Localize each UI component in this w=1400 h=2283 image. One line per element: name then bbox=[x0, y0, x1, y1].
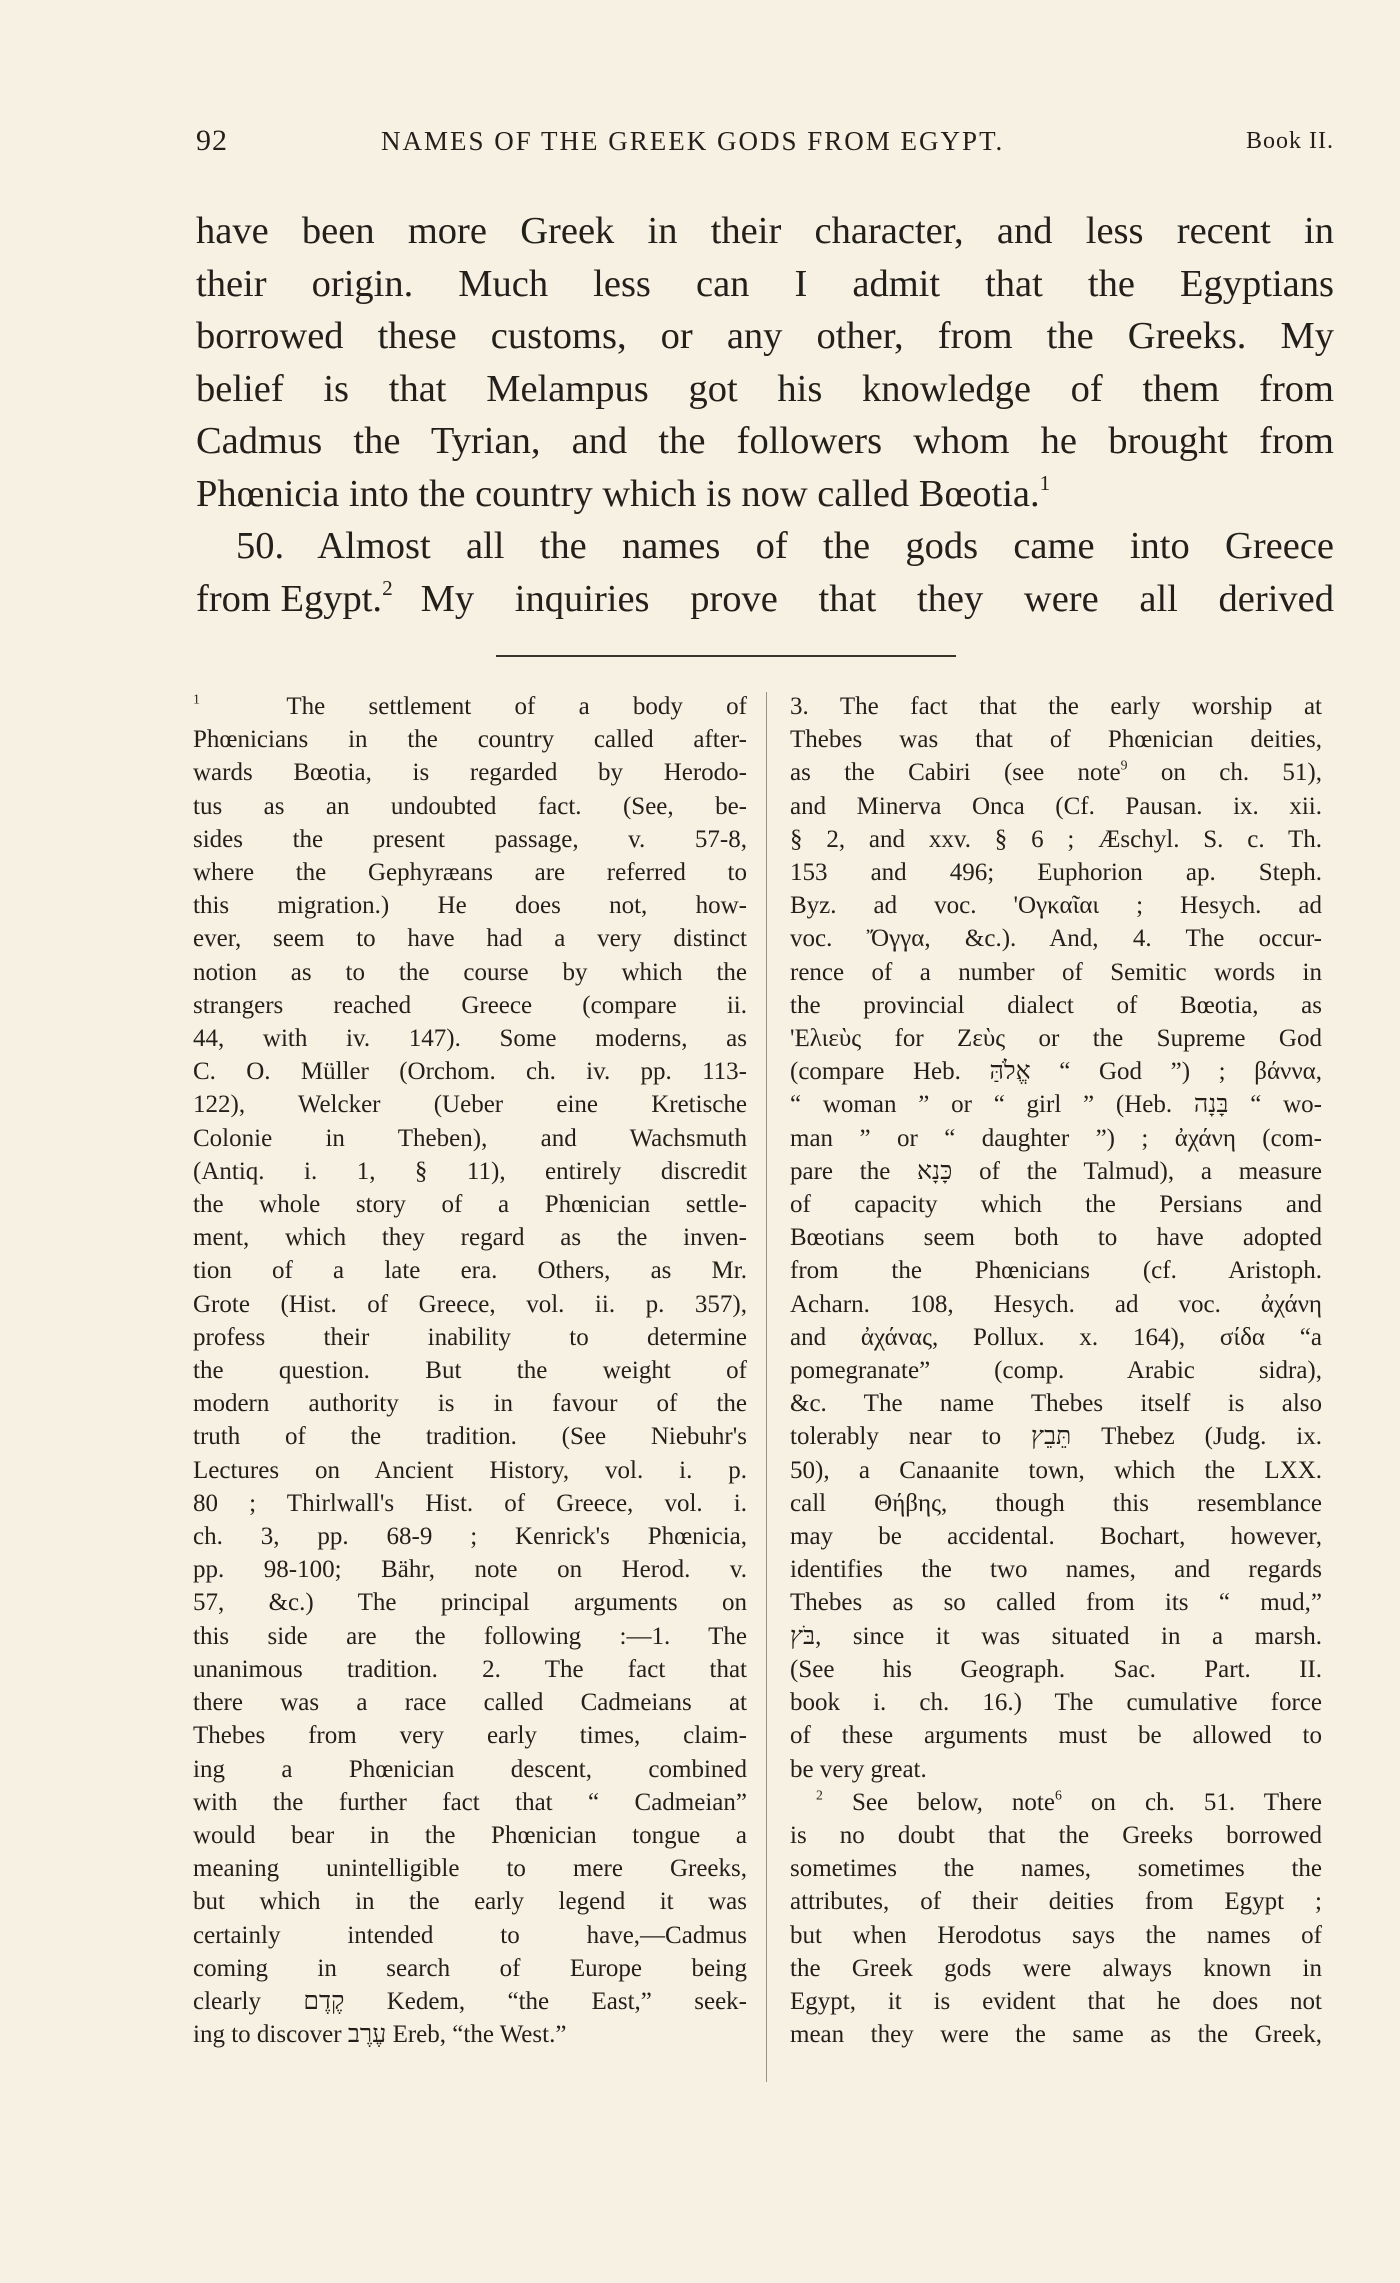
footnote-line: the provincial dialect of Bœotia, as bbox=[790, 991, 1322, 1019]
footnote-line: Colonie in Theben), and Wachsmuth bbox=[193, 1124, 747, 1152]
footnote-line: of capacity which the Persians and bbox=[790, 1191, 1322, 1219]
footnote-line: ch. 3, pp. 68-9 ; Kenrick's Phœnicia, bbox=[193, 1523, 747, 1551]
footnote-line: 153 and 496; Euphorion ap. Steph. bbox=[790, 859, 1322, 887]
main-line: their origin. Much less can I admit that the Egyptians bbox=[196, 262, 1334, 305]
footnote-line: 57, &c.) The principal arguments on bbox=[193, 1589, 747, 1617]
footnote-ref-2[interactable]: 2 bbox=[382, 575, 393, 600]
footnote-line: 44, with iv. 147). Some moderns, as bbox=[193, 1025, 747, 1053]
footnote-line: coming in search of Europe being bbox=[193, 1954, 747, 1982]
footnote-line: (See his Geograph. Sac. Part. II. bbox=[790, 1655, 1322, 1683]
footnote-line: § 2, and xxv. § 6 ; Æschyl. S. c. Th. bbox=[790, 825, 1322, 853]
footnote-line: modern authority is in favour of the bbox=[193, 1390, 747, 1418]
footnote-line: man ” or “ daughter ”) ; ἀχάνη (com- bbox=[790, 1124, 1322, 1152]
footnote-line: בֹּץ, since it was situated in a marsh. bbox=[790, 1622, 1322, 1650]
footnote-line: Thebes from very early times, claim- bbox=[193, 1722, 747, 1750]
column-divider bbox=[766, 692, 767, 2082]
footnote-line: the whole story of a Phœnician settle- bbox=[193, 1191, 747, 1219]
footnote-line: pp. 98-100; Bähr, note on Herod. v. bbox=[193, 1556, 747, 1584]
footnote-line: of these arguments must be allowed to bbox=[790, 1722, 1322, 1750]
footnote-line: 'Ελιεὺς for Ζεὺς or the Supreme God bbox=[790, 1025, 1322, 1053]
footnotes-right-column bbox=[790, 690, 1322, 2051]
main-line: have been more Greek in their character, and less recent in bbox=[196, 210, 1334, 252]
footnote-line: with the further fact that “ Cadmeian” bbox=[193, 1788, 747, 1816]
footnote-line: (compare Heb. אֱלֹהַּ “ God ”) ; βάννα, bbox=[790, 1058, 1322, 1086]
footnote-line: unanimous tradition. 2. The fact that bbox=[193, 1655, 747, 1683]
footnote-line: attributes, of their deities from Egypt ; bbox=[790, 1888, 1322, 1916]
footnote-line: the Greek gods were always known in bbox=[790, 1954, 1322, 1982]
footnote-line: rence of a number of Semitic words in bbox=[790, 958, 1322, 986]
footnote-line: tus as an undoubted fact. (See, be- bbox=[193, 792, 747, 820]
footnote-line: ing a Phœnician descent, combined bbox=[193, 1755, 747, 1783]
footnote-line: would bear in the Phœnician tongue a bbox=[193, 1821, 747, 1849]
footnote-line: where the Gephyræans are referred to bbox=[193, 859, 747, 887]
footnote-line: is no doubt that the Greeks borrowed bbox=[790, 1821, 1322, 1849]
footnote-line: 122), Welcker (Ueber eine Kretische bbox=[193, 1091, 747, 1119]
footnote-ref-1[interactable]: 1 bbox=[1039, 470, 1051, 495]
footnote-line: Egypt, it is evident that he does not bbox=[790, 1987, 1322, 2015]
footnote-line: Thebes was that of Phœnician deities, bbox=[790, 726, 1322, 754]
footnote-line: book i. ch. 16.) The cumulative force bbox=[790, 1689, 1322, 1717]
footnote-line: wards Bœotia, is regarded by Herodo- bbox=[193, 759, 747, 787]
footnote-line: and ἀχάνας, Pollux. x. 164), σίδα “a bbox=[790, 1323, 1322, 1351]
footnote-line: $^1$ The settlement of a body of bbox=[193, 691, 747, 720]
footnote-line: voc. Ὄγγα, &c.). And, 4. The occur- bbox=[790, 925, 1322, 953]
main-line: Cadmus the Tyrian, and the followers whom he brought from bbox=[196, 420, 1334, 462]
footnote-separator bbox=[496, 655, 956, 657]
footnote-line: clearly קֶדֶם Kedem, “the East,” seek- bbox=[193, 1987, 747, 2015]
footnote-line: 80 ; Thirlwall's Hist. of Greece, vol. i. bbox=[193, 1489, 747, 1517]
footnote-line: may be accidental. Bochart, however, bbox=[790, 1523, 1322, 1551]
footnote-line: the question. But the weight of bbox=[193, 1357, 747, 1385]
footnote-line: but when Herodotus says the names of bbox=[790, 1921, 1322, 1949]
footnote-line: $^2$ See below, note$^6$ on ch. 51. There bbox=[816, 1787, 1322, 1816]
footnote-line: ing to discover עֶרֶב Ereb, “the West.” bbox=[193, 2021, 567, 2049]
footnote-line: this migration.) He does not, how- bbox=[193, 892, 747, 920]
footnote-line: strangers reached Greece (compare ii. bbox=[193, 991, 747, 1019]
footnote-line: C. O. Müller (Orchom. ch. iv. pp. 113- bbox=[193, 1058, 747, 1086]
footnote-line: “ woman ” or “ girl ” (Heb. בָּנָה “ wo- bbox=[790, 1091, 1323, 1119]
footnote-line: meaning unintelligible to mere Greeks, bbox=[193, 1855, 747, 1883]
footnote-line: certainly intended to have,—Cadmus bbox=[193, 1921, 747, 1949]
main-line: belief is that Melampus got his knowledge of them from bbox=[196, 367, 1334, 410]
footnote-line: ment, which they regard as the inven- bbox=[193, 1224, 747, 1252]
footnote-line: call Θήβης, though this resemblance bbox=[790, 1489, 1322, 1517]
footnote-line: 50), a Canaanite town, which the LXX. bbox=[790, 1456, 1322, 1484]
footnote-line: sometimes the names, sometimes the bbox=[790, 1855, 1322, 1883]
footnote-line: notion as to the course by which the bbox=[193, 958, 747, 986]
footnote-marker-2: 2 bbox=[816, 1787, 823, 1803]
footnote-line: but which in the early legend it was bbox=[193, 1888, 747, 1916]
footnote-line: Byz. ad voc. 'Ογκαῖαι ; Hesych. ad bbox=[790, 892, 1322, 920]
footnote-line: Thebes as so called from its “ mud,” bbox=[790, 1589, 1322, 1617]
note-ref-6[interactable]: 6 bbox=[1054, 1787, 1062, 1803]
footnotes-left-column bbox=[193, 690, 747, 2051]
footnote-line: pare the כָּנָא of the Talmud), a measure bbox=[790, 1157, 1323, 1185]
footnote-line: from the Phœnicians (cf. Aristoph. bbox=[790, 1257, 1322, 1285]
footnote-line: tolerably near to תֵּבֵץ Thebez (Judg. ix. bbox=[790, 1423, 1322, 1451]
footnote-line: (Antiq. i. 1, § 11), entirely discredit bbox=[193, 1157, 747, 1185]
footnote-line: there was a race called Cadmeians at bbox=[193, 1689, 747, 1717]
footnote-line: this side are the following :—1. The bbox=[193, 1622, 747, 1650]
footnote-line: sides the present passage, v. 57-8, bbox=[193, 825, 747, 853]
footnote-line: &c. The name Thebes itself is also bbox=[790, 1390, 1322, 1418]
footnote-line: mean they were the same as the Greek, bbox=[790, 2021, 1322, 2049]
footnote-line: Bœotians seem both to have adopted bbox=[790, 1224, 1322, 1252]
footnote-line: as the Cabiri (see note$^9$ on ch. 51), bbox=[790, 758, 1323, 787]
footnote-line: Lectures on Ancient History, vol. i. p. bbox=[193, 1456, 747, 1484]
main-line: from Egypt.$^2$ My inquiries prove that they were all derived bbox=[196, 575, 1334, 620]
note-ref-9[interactable]: 9 bbox=[1120, 758, 1128, 774]
footnote-line: Grote (Hist. of Greece, vol. ii. p. 357), bbox=[193, 1290, 747, 1318]
footnote-line: truth of the tradition. (See Niebuhr's bbox=[193, 1423, 747, 1451]
footnote-line: 3. The fact that the early worship at bbox=[790, 693, 1322, 720]
main-text bbox=[196, 205, 1334, 625]
footnote-line: Phœnicians in the country called after- bbox=[193, 726, 747, 754]
footnote-marker-1: 1 bbox=[193, 691, 200, 707]
page-header bbox=[196, 124, 1334, 164]
main-line: borrowed these customs, or any other, from the Greeks. My bbox=[196, 315, 1334, 357]
footnote-line: Acharn. 108, Hesych. ad voc. ἀχάνη bbox=[790, 1290, 1322, 1318]
page-number: 92 bbox=[196, 124, 228, 157]
footnote-line: and Minerva Onca (Cf. Pausan. ix. xii. bbox=[790, 792, 1322, 820]
running-title: NAMES OF THE GREEK GODS FROM EGYPT. bbox=[381, 126, 1005, 156]
footnote-line: be very great. bbox=[790, 1755, 927, 1783]
footnote-line: pomegranate” (comp. Arabic sidra), bbox=[790, 1357, 1322, 1385]
main-line: 50. Almost all the names of the gods came into Greece bbox=[236, 525, 1334, 567]
footnote-line: ever, seem to have had a very distinct bbox=[193, 925, 747, 953]
main-line: Phœnicia into the country which is now called Bœotia.$^1$ bbox=[196, 470, 1051, 515]
footnote-line: profess their inability to determine bbox=[193, 1323, 747, 1351]
footnote-line: tion of a late era. Others, as Mr. bbox=[193, 1257, 747, 1285]
footnote-line: identifies the two names, and regards bbox=[790, 1556, 1322, 1584]
book-reference: Book II. bbox=[1246, 128, 1334, 154]
